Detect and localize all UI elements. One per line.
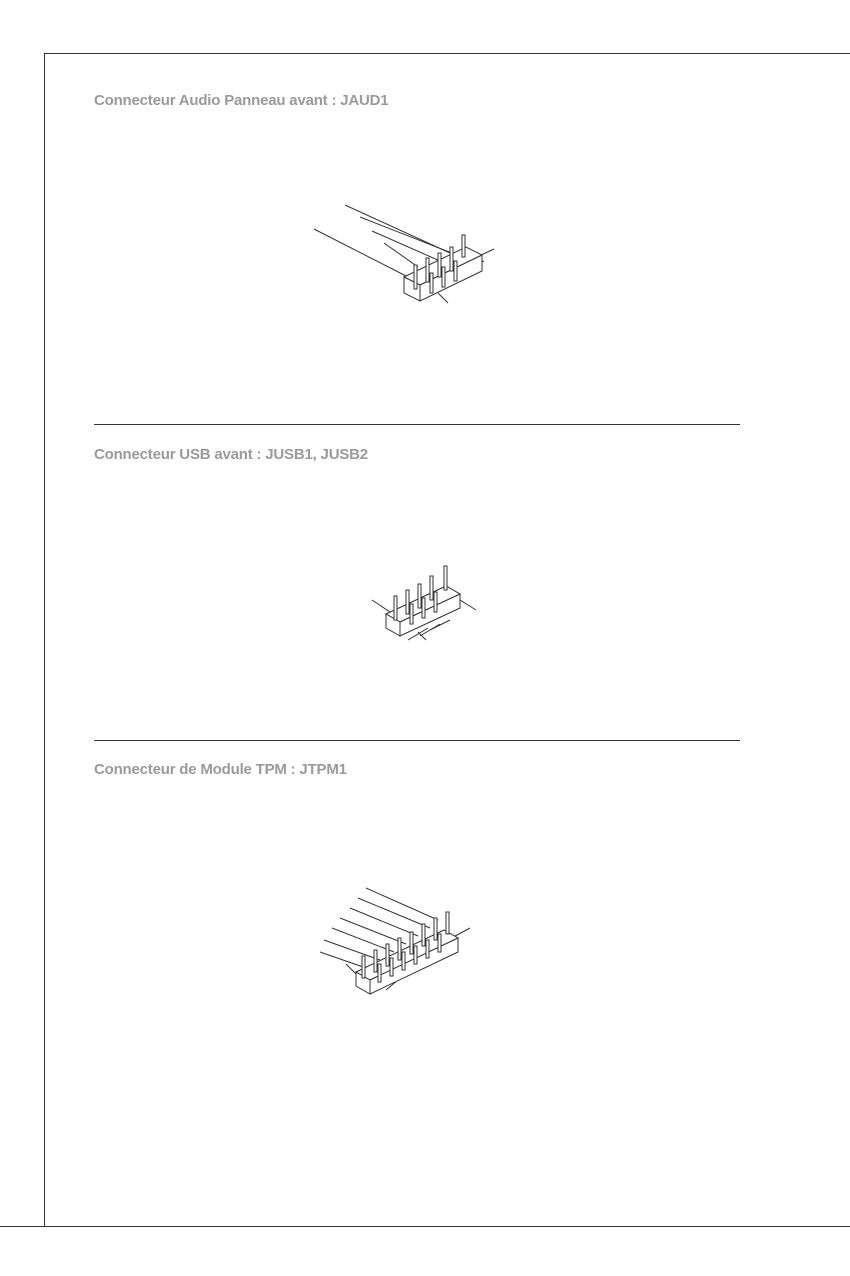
section-title-jusb: Connecteur USB avant : JUSB1, JUSB2	[94, 446, 368, 463]
section-title-jaud1: Connecteur Audio Panneau avant : JAUD1	[94, 92, 389, 109]
section-title-jtpm1: Connecteur de Module TPM : JTPM1	[94, 761, 347, 778]
page-frame-left	[44, 53, 45, 1226]
page-frame-bottom	[0, 1226, 850, 1227]
jtpm1-connector-diagram	[310, 880, 480, 1000]
jtpm1-header-body	[356, 930, 458, 994]
jaud1-connector-diagram	[300, 195, 510, 315]
section-divider	[94, 740, 740, 741]
jusb-connector-diagram	[360, 560, 490, 650]
section-divider	[94, 424, 740, 425]
page-frame-top	[44, 53, 850, 54]
